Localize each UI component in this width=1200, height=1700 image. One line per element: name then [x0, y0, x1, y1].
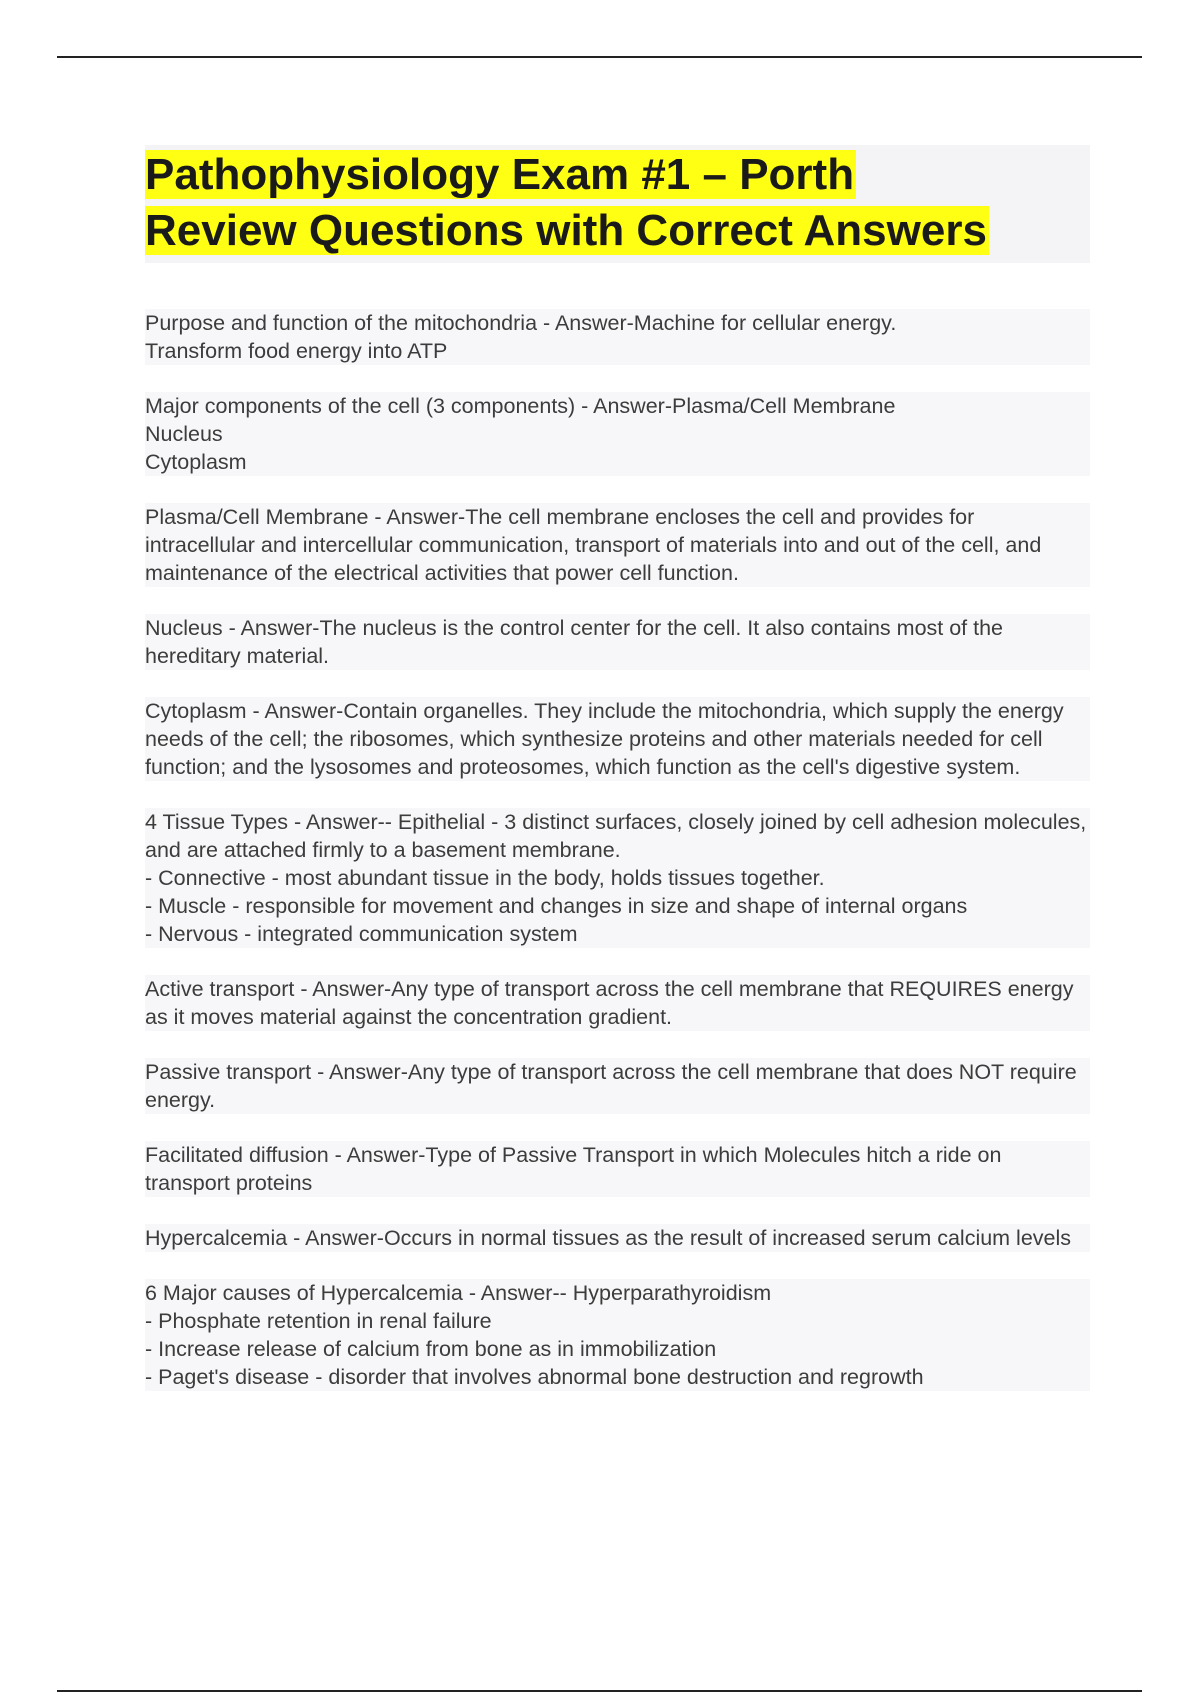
qa-entry-hypercalcemia: Hypercalcemia - Answer-Occurs in normal tissues as the result of increased serum calcium levels	[145, 1224, 1090, 1252]
qa-entry-cell-components: Major components of the cell (3 components) - Answer-Plasma/Cell Membrane Nucleus Cytoplasm	[145, 392, 1090, 476]
title-block	[145, 145, 1090, 263]
bottom-rule	[57, 1690, 1142, 1692]
title-line-2: Review Questions with Correct Answers	[145, 206, 987, 255]
title-line-1: Pathophysiology Exam #1 – Porth	[145, 150, 855, 199]
qa-entry-tissue-types: 4 Tissue Types - Answer-- Epithelial - 3 distinct surfaces, closely joined by cell adhesion molecules, and are attached firmly to a basement membrane. - Connective - most abundant tissue in the body, holds tissues together. - Muscle - responsible for movement and changes in size and shape of internal organs - Nervous - integrated communication system	[145, 808, 1090, 948]
qa-entry-passive-transport: Passive transport - Answer-Any type of transport across the cell membrane that does NOT require energy.	[145, 1058, 1090, 1114]
qa-entry-facilitated-diffusion: Facilitated diffusion - Answer-Type of Passive Transport in which Molecules hitch a ride on transport proteins	[145, 1141, 1090, 1197]
qa-entry-cytoplasm: Cytoplasm - Answer-Contain organelles. They include the mitochondria, which supply the energy needs of the cell; the ribosomes, which synthesize proteins and other materials needed for cell function; and the lysosomes and proteosomes, which function as the cell's digestive system.	[145, 697, 1090, 781]
qa-entry-active-transport: Active transport - Answer-Any type of transport across the cell membrane that REQUIRES energy as it moves material against the concentration gradient.	[145, 975, 1090, 1031]
qa-entry-cell-membrane: Plasma/Cell Membrane - Answer-The cell membrane encloses the cell and provides for intracellular and intercellular communication, transport of materials into and out of the cell, and maintenance of the electrical activities that power cell function.	[145, 503, 1090, 587]
qa-entry-hypercalcemia-causes: 6 Major causes of Hypercalcemia - Answer-- Hyperparathyroidism - Phosphate retention in renal failure - Increase release of calcium from bone as in immobilization - Paget's disease - disorder that involves abnormal bone destruction and regrowth	[145, 1279, 1090, 1391]
document-body	[145, 145, 1090, 1418]
qa-entry-nucleus: Nucleus - Answer-The nucleus is the control center for the cell. It also contains most of the hereditary material.	[145, 614, 1090, 670]
top-rule	[57, 56, 1142, 58]
qa-entry-mitochondria: Purpose and function of the mitochondria - Answer-Machine for cellular energy. Transform food energy into ATP	[145, 309, 1090, 365]
document-title	[145, 147, 1090, 259]
